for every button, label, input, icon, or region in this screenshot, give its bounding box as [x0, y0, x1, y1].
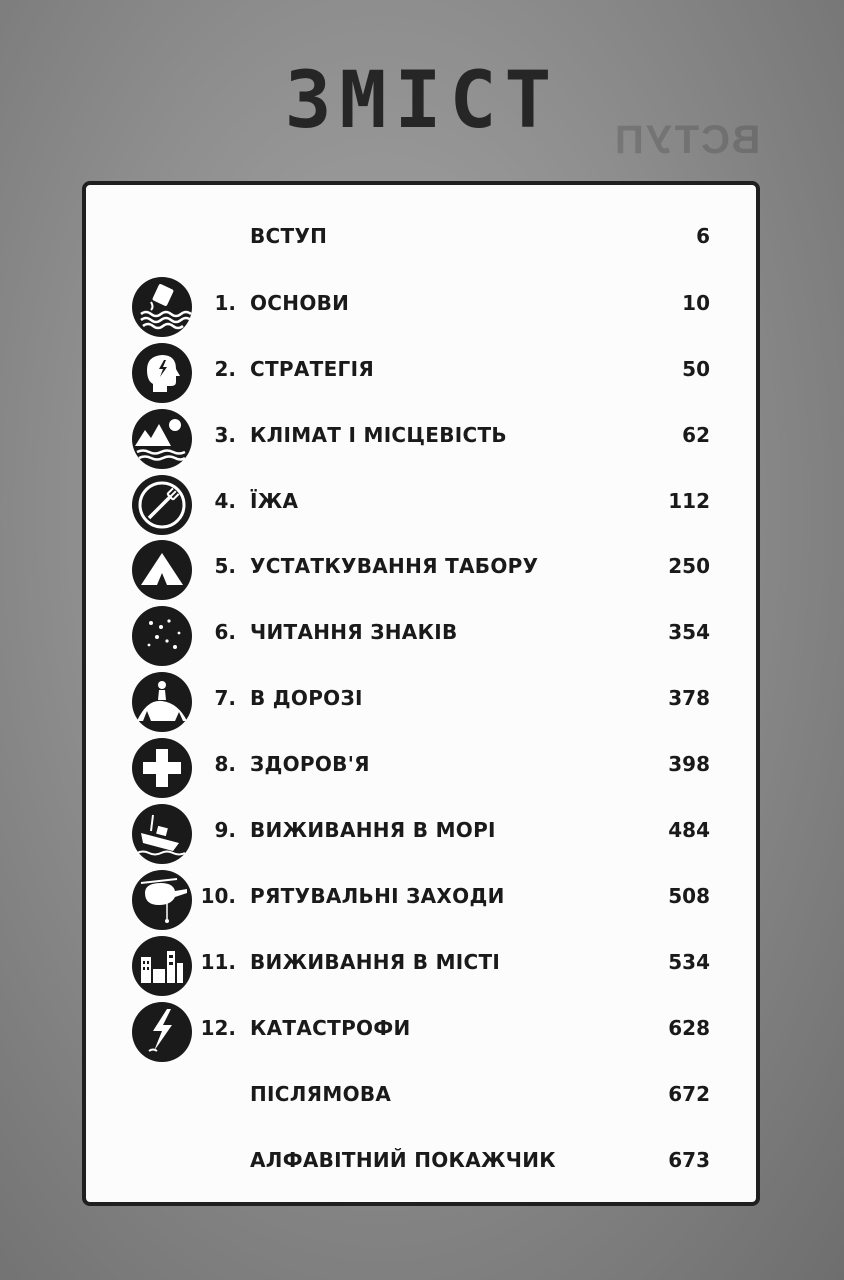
toc-entry-7[interactable]	[86, 674, 756, 730]
toc-chapter-number: 5.	[214, 554, 236, 578]
toc-chapter-number: 11.	[200, 950, 236, 974]
toc-label: ВСТУП	[250, 224, 328, 248]
toc-chapter-number: 12.	[200, 1016, 236, 1040]
toc-chapter-number: 7.	[214, 686, 236, 710]
toc-label: ЇЖА	[250, 489, 299, 513]
toc-page-number: 628	[668, 1016, 710, 1040]
toc-chapter-number: 9.	[214, 818, 236, 842]
toc-chapter-number: 2.	[214, 357, 236, 381]
toc-page-number: 398	[668, 752, 710, 776]
toc-label: АЛФАВІТНИЙ ПОКАЖЧИК	[250, 1148, 556, 1172]
toc-label: СТРАТЕГІЯ	[250, 357, 375, 381]
toc-page-number: 378	[668, 686, 710, 710]
toc-page-number: 10	[682, 291, 710, 315]
toc-page-number: 673	[668, 1148, 710, 1172]
toc-page-number: 484	[668, 818, 710, 842]
toc-entry-8[interactable]	[86, 740, 756, 796]
toc-label: КАТАСТРОФИ	[250, 1016, 411, 1040]
toc-entry-index[interactable]	[86, 1136, 756, 1192]
toc-entry-3[interactable]	[86, 411, 756, 467]
medical-cross-icon	[131, 737, 193, 799]
contents-panel	[82, 181, 760, 1206]
toc-entry-1[interactable]	[86, 279, 756, 335]
stars-icon	[131, 605, 193, 667]
toc-label: В ДОРОЗІ	[250, 686, 363, 710]
mirrored-bleed-through-text: ВСТУП	[612, 118, 761, 162]
toc-page-number: 354	[668, 620, 710, 644]
toc-entry-10[interactable]	[86, 872, 756, 928]
toc-entry-12[interactable]	[86, 1004, 756, 1060]
toc-page-number: 508	[668, 884, 710, 908]
toc-label: РЯТУВАЛЬНІ ЗАХОДИ	[250, 884, 505, 908]
city-icon	[131, 935, 193, 997]
toc-label: ВИЖИВАННЯ В МІСТІ	[250, 950, 501, 974]
toc-page-number: 50	[682, 357, 710, 381]
toc-entry-2[interactable]	[86, 345, 756, 401]
toc-label: ПІСЛЯМОВА	[250, 1082, 392, 1106]
lightning-icon	[131, 1001, 193, 1063]
toc-label: ОСНОВИ	[250, 291, 350, 315]
water-cup-icon	[131, 276, 193, 338]
toc-page-number: 6	[696, 224, 710, 248]
toc-label: ЧИТАННЯ ЗНАКІВ	[250, 620, 458, 644]
helicopter-icon	[131, 869, 193, 931]
toc-page-number: 112	[668, 489, 710, 513]
toc-label: ВИЖИВАННЯ В МОРІ	[250, 818, 496, 842]
toc-entry-11[interactable]	[86, 938, 756, 994]
toc-entry-5[interactable]	[86, 542, 756, 598]
toc-page-number: 62	[682, 423, 710, 447]
tent-icon	[131, 539, 193, 601]
toc-entry-9[interactable]	[86, 806, 756, 862]
toc-entry-4[interactable]	[86, 477, 756, 533]
toc-entry-intro[interactable]	[86, 212, 756, 268]
toc-chapter-number: 8.	[214, 752, 236, 776]
toc-page-number: 250	[668, 554, 710, 578]
mountain-sun-icon	[131, 408, 193, 470]
toc-page-number: 672	[668, 1082, 710, 1106]
toc-entry-afterword[interactable]	[86, 1070, 756, 1126]
toc-label: УСТАТКУВАННЯ ТАБОРУ	[250, 554, 539, 578]
toc-page-number: 534	[668, 950, 710, 974]
toc-label: ЗДОРОВ'Я	[250, 752, 370, 776]
toc-chapter-number: 6.	[214, 620, 236, 644]
page-title: ЗМІСТ	[284, 56, 560, 146]
toc-chapter-number: 4.	[214, 489, 236, 513]
plate-fork-icon	[131, 474, 193, 536]
toc-chapter-number: 1.	[214, 291, 236, 315]
hiker-icon	[131, 671, 193, 733]
toc-label: КЛІМАТ І МІСЦЕВІСТЬ	[250, 423, 507, 447]
toc-chapter-number: 10.	[200, 884, 236, 908]
sinking-ship-icon	[131, 803, 193, 865]
toc-chapter-number: 3.	[214, 423, 236, 447]
toc-entry-6[interactable]	[86, 608, 756, 664]
head-lightning-icon	[131, 342, 193, 404]
